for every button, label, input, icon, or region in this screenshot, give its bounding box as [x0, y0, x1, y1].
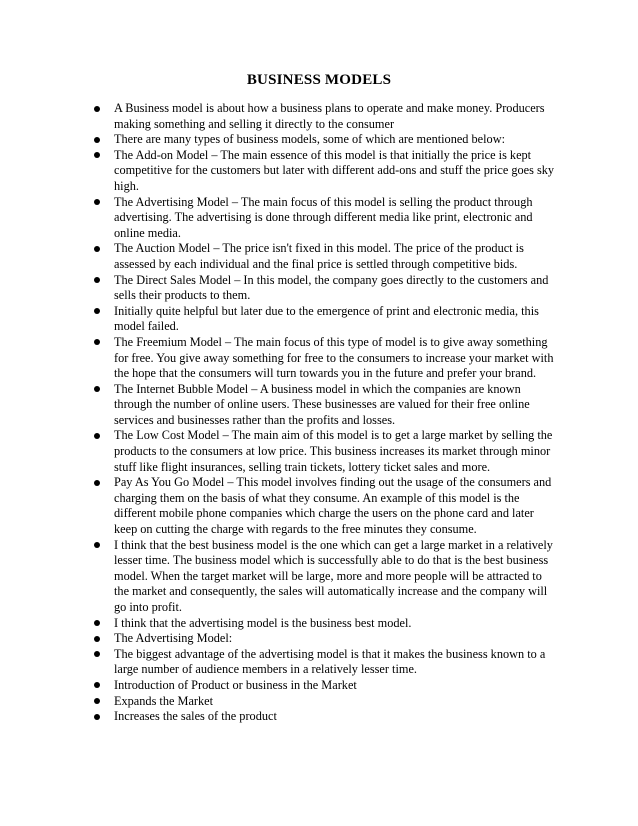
bullet-text-line: Introduction of Product or business in the Market: [114, 677, 357, 692]
bullet-icon: [94, 480, 100, 486]
bullet-text-line: large number of audience members in a relatively lesser time.: [114, 662, 417, 677]
bullet-icon: [94, 636, 100, 642]
bullet-text-line: different mobile phone companies which charge the users on the phone card and later: [114, 506, 534, 521]
bullet-text-line: competitive for the customers but later with different add-ons and stuff the price goes sky: [114, 163, 555, 178]
bullet-text-line: Initially quite helpful but later due to the emergence of print and electronic media, this: [114, 303, 539, 318]
bullet-text-line: I think that the best business model is the one which can get a large market in a relatively: [114, 537, 553, 552]
bullet-text-line: high.: [114, 178, 139, 193]
bullet-text-line: the hope that the consumers will turn towards you in the future and prefer your brand.: [114, 366, 537, 381]
bullet-text-line: the market and consequently, the sales will automatically increase and the company will: [114, 584, 548, 599]
list-item: [0, 631, 560, 647]
bullet-text-line: The Add-on Model – The main essence of this model is that initially the price is kept: [114, 147, 532, 162]
bullet-text-line: making something and selling it directly to the consumer: [114, 116, 395, 131]
bullet-icon: [94, 339, 100, 345]
list-item: [0, 709, 560, 725]
list-item: [0, 241, 560, 272]
bullet-text-line: The Advertising Model:: [114, 631, 233, 646]
bullet-text-line: advertising. The advertising is done through different media like print, electronic and: [114, 210, 533, 225]
bullet-icon: [94, 199, 100, 205]
bullet-icon: [94, 542, 100, 548]
list-item: [0, 101, 560, 132]
page-title: BUSINESS MODELS: [246, 72, 392, 88]
bullet-list: [0, 101, 638, 725]
list-item: [0, 335, 560, 382]
bullet-icon: [94, 308, 100, 314]
bullet-text-line: for free. You give away something for free to the consumers to increase your market with: [114, 350, 554, 365]
bullet-icon: [94, 386, 100, 392]
list-item: [0, 132, 560, 148]
bullet-text-line: The Auction Model – The price isn't fixed in this model. The price of the product is: [114, 241, 524, 256]
bullet-text-line: online media.: [114, 225, 181, 240]
bullet-icon: [94, 137, 100, 143]
bullet-text-line: Pay As You Go Model – This model involves finding out the usage of the consumers and: [114, 475, 552, 490]
bullet-text-line: sells their products to them.: [114, 288, 251, 303]
bullet-icon: [94, 277, 100, 283]
bullet-text-line: go into profit.: [114, 600, 182, 614]
bullet-text-line: I think that the advertising model is the business best model.: [114, 615, 412, 630]
list-item: [0, 647, 560, 678]
bullet-icon: [94, 246, 100, 252]
bullet-text-line: The Advertising Model – The main focus of this model is selling the product through: [114, 194, 533, 209]
list-item: [0, 428, 560, 475]
bullet-icon: [94, 433, 100, 439]
list-item: [0, 475, 560, 537]
bullet-text-line: through the number of online users. These businesses are valued for their free online: [114, 397, 530, 412]
list-item: [0, 538, 560, 616]
list-item: [0, 148, 560, 195]
bullet-text-line: model failed.: [114, 319, 179, 334]
bullet-text-line: assessed by each individual and the final price is settled through competitive bids.: [114, 256, 518, 271]
bullet-text-line: A Business model is about how a business plans to operate and make money. Producers: [114, 101, 545, 115]
bullet-icon: [94, 152, 100, 158]
list-item: [0, 273, 560, 304]
bullet-text-line: charging them on the basis of what they consume. An example of this model is the: [114, 490, 520, 505]
list-item: [0, 678, 560, 694]
bullet-icon: [94, 651, 100, 657]
list-item: [0, 195, 560, 242]
bullet-text-line: Expands the Market: [114, 693, 214, 708]
bullet-text-line: The Direct Sales Model – In this model, the company goes directly to the customers and: [114, 272, 549, 287]
bullet-text-line: Increases the sales of the product: [114, 709, 277, 724]
bullet-text-line: products to the consumers at low price. This business increases its market through minor: [114, 444, 551, 459]
bullet-text-line: model. When the target market will be large, more and more people will be attracted to: [114, 568, 542, 583]
list-item: [0, 382, 560, 429]
bullet-text-line: The Internet Bubble Model – A business model in which the companies are known: [114, 381, 521, 396]
list-item: [0, 304, 560, 335]
bullet-icon: [94, 698, 100, 704]
bullet-icon: [94, 682, 100, 688]
bullet-text-line: There are many types of business models, some of which are mentioned below:: [114, 132, 506, 147]
bullet-text-line: The Freemium Model – The main focus of this type of model is to give away something: [114, 334, 548, 349]
bullet-text-line: The Low Cost Model – The main aim of this model is to get a large market by selling the: [114, 428, 553, 443]
bullet-text-line: The biggest advantage of the advertising model is that it makes the business known to a: [114, 646, 546, 661]
bullet-icon: [94, 620, 100, 626]
bullet-text-line: stuff like flight insurances, selling train tickets, lottery ticket sales and more.: [114, 459, 491, 474]
bullet-text-line: services and businesses rather than the profits and losses.: [114, 412, 396, 427]
list-item: [0, 694, 560, 710]
bullet-icon: [94, 106, 100, 112]
bullet-text-line: lesser time. The business model which is successfully able to do that is the best business: [114, 553, 549, 568]
bullet-text-line: keep on cutting the charge with regards to the free minutes they consume.: [114, 522, 477, 537]
bullet-icon: [94, 714, 100, 720]
list-item: [0, 616, 560, 632]
